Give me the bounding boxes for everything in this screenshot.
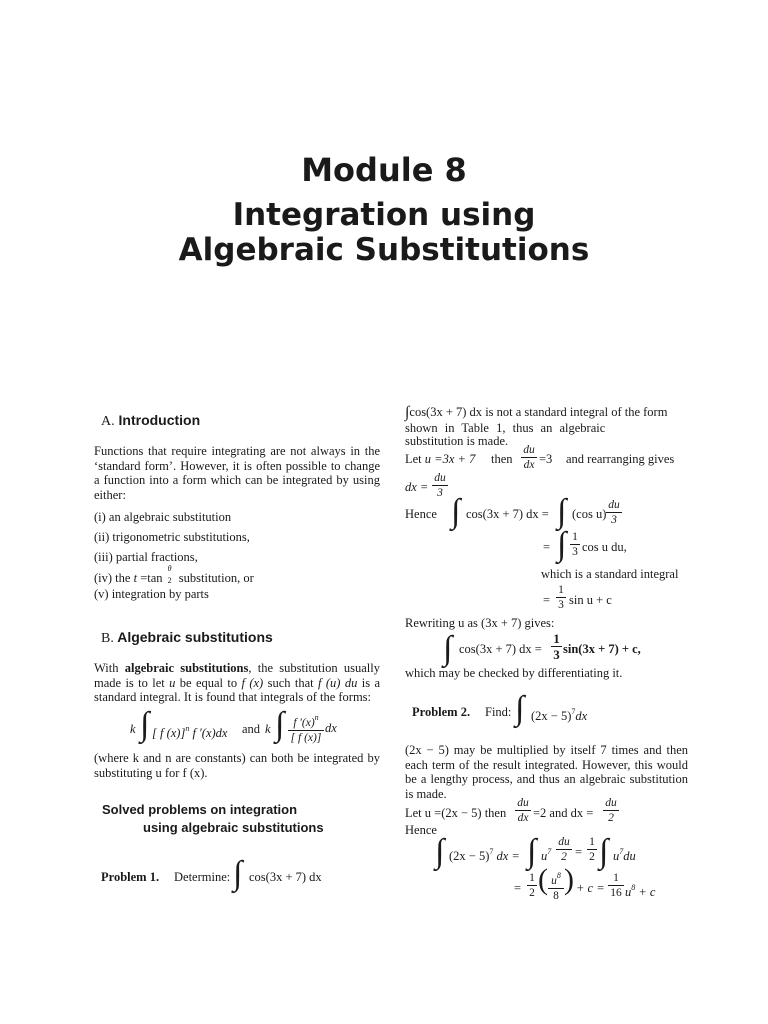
fraction-bar: [556, 597, 566, 598]
integrand1-tail: f ′(x)dx: [189, 726, 228, 740]
num: 1: [572, 531, 578, 543]
den: 3: [611, 514, 617, 526]
intro-paragraph: Functions that require integrating are not always in the ‘standard form’. However, it is often possible to change a function into a form which can be integrated by using either:: [94, 444, 380, 502]
right-intro-line1: [405, 405, 667, 419]
num: 1: [558, 584, 564, 596]
eq1-u2: u: [613, 849, 620, 863]
hence-lhs: cos(3x + 7) dx =: [466, 507, 549, 521]
integral-sign: ∫: [405, 404, 410, 421]
integral-sign: ∫: [233, 855, 243, 892]
fraction-bar: [432, 485, 448, 486]
item4-eq: =tan: [137, 571, 166, 585]
fraction-bar: [521, 457, 537, 458]
where-k-n-paragraph: (where k and n are constants) can both be integrated by substituting u for f (x).: [94, 751, 380, 780]
eq1-du: du: [623, 849, 636, 863]
formula-fraction: [288, 712, 324, 744]
num: du: [605, 797, 617, 809]
step2-fraction: [570, 531, 580, 558]
eq2-tail: + c: [638, 885, 656, 899]
integral-sign: ∫: [515, 690, 525, 727]
num-text: f ′(x): [293, 717, 315, 729]
eq1-u2pow: 7: [619, 847, 624, 856]
step3-fraction: [556, 584, 566, 611]
fraction-bar: [603, 810, 619, 811]
p1-bold: algebraic substitutions: [124, 661, 249, 675]
solved-problems-heading-line2: using algebraic substitutions: [143, 820, 324, 835]
num: du: [558, 836, 570, 848]
p1-fu: f (u): [318, 675, 341, 690]
module-number: Module 8: [301, 151, 467, 189]
problem-2-expression: [531, 705, 587, 723]
section-a-letter: A.: [101, 414, 115, 429]
integral-sign: ∫: [275, 706, 285, 743]
problem-2-label: Problem 2.: [412, 705, 471, 719]
fraction-bar: [606, 512, 622, 513]
fraction-bar: [288, 730, 324, 731]
intro-tail: is not a standard integral of the form: [482, 405, 668, 419]
num: du: [517, 797, 529, 809]
let2-fraction: [603, 797, 619, 824]
formula-integrand1: [152, 722, 227, 740]
problem-2-text: Find:: [485, 705, 512, 719]
hence-rhs: (cos u): [572, 507, 607, 521]
exponent-n: n: [185, 724, 190, 733]
den: 3: [572, 546, 578, 558]
fraction-bar: [608, 885, 624, 886]
let2-du-dx: [515, 797, 531, 824]
num-pow: 8: [556, 871, 561, 880]
fraction-bar: [587, 849, 597, 850]
eq2-one-sixteenth: [608, 872, 624, 899]
num-u: u: [551, 875, 557, 887]
let2-eq2: =2 and dx =: [533, 806, 594, 820]
item4-pre: (iv) the: [94, 571, 134, 585]
let-u-equals: u =3x + 7: [424, 452, 476, 466]
method-item-1: (i) an algebraic substitution: [94, 510, 232, 524]
let2-text: Let u =(2x − 5) then: [405, 806, 507, 820]
den: 3: [558, 599, 564, 611]
fraction-bar: [548, 888, 564, 889]
formula-and: and: [242, 722, 261, 736]
num-exponent: n: [314, 713, 319, 722]
integral-sign: ∫: [599, 833, 609, 870]
den: 2: [608, 812, 614, 824]
num: 1: [553, 631, 560, 646]
checked-text: which may be checked by differentiating it.: [405, 666, 623, 680]
theta-over-two: [166, 564, 176, 585]
eq2-half: [527, 872, 537, 899]
fraction-bar: [527, 885, 537, 886]
step3-tail: sin u + c: [569, 593, 612, 607]
fraction-numerator: [293, 712, 318, 729]
p2-dx: dx: [575, 709, 588, 723]
problem-1-expression: cos(3x + 7) dx: [249, 870, 322, 884]
eq2-upow: 8: [631, 883, 636, 892]
eq1-dx: dx =: [496, 849, 520, 863]
right-intro-line3: substitution is made.: [405, 434, 509, 448]
den: 16: [610, 887, 622, 899]
theta-symbol: θ: [167, 564, 172, 573]
fraction-bar: [570, 544, 580, 545]
eq1-equals: =: [575, 845, 583, 859]
right-paren: ): [564, 863, 574, 896]
p1-t1: With: [94, 661, 125, 675]
fraction-bar: [556, 849, 572, 850]
du-dx-equals-3: =3: [539, 452, 553, 466]
step2-equals: =: [543, 540, 551, 554]
eq1-base: (2x − 5): [449, 849, 490, 863]
integral-sign: ∫: [527, 833, 537, 870]
p1-t5: is a standard integral. It is found that integrals of the forms:: [94, 675, 381, 705]
integral-sign: ∫: [443, 630, 453, 667]
rewriting-text: Rewriting u as (3x + 7) gives:: [405, 616, 555, 630]
right-intro-line2: shown in Table 1, thus an algebraic: [405, 421, 606, 435]
left-paren: (: [538, 863, 548, 896]
method-item-5: (v) integration by parts: [94, 587, 209, 601]
item4-var: t: [133, 571, 138, 585]
integral-sign: ∫: [557, 493, 567, 530]
du-text: du: [523, 444, 535, 456]
eq1-du-over-2: [556, 836, 572, 863]
hence-fraction: [606, 499, 622, 526]
num: du: [608, 499, 620, 511]
fraction-denominator: [ f (x)]: [290, 732, 322, 744]
num: du: [434, 472, 446, 484]
p2-pow: 7: [571, 707, 576, 716]
eq1-half: [587, 836, 597, 863]
num: 1: [589, 836, 595, 848]
algebraic-substitution-paragraph: [94, 661, 380, 705]
section-b-letter: B.: [101, 631, 114, 646]
den: 2: [529, 887, 535, 899]
two-symbol: 2: [167, 576, 172, 585]
formula-k2: k: [265, 722, 271, 736]
item4-post: substitution, or: [175, 571, 254, 585]
method-item-4: [94, 564, 254, 585]
den: 3: [553, 647, 560, 662]
num: 1: [613, 872, 619, 884]
formula-dx: dx: [325, 721, 337, 735]
den: dx: [517, 812, 529, 824]
integral-sign: ∫: [557, 526, 567, 563]
result-tail: sin(3x + 7) + c,: [563, 642, 641, 656]
dx-text: dx: [523, 459, 535, 471]
den: 2: [589, 851, 595, 863]
eq2-u8-over-8: [548, 870, 564, 902]
num: [551, 870, 561, 887]
method-item-2: (ii) trigonometric substitutions,: [94, 530, 250, 544]
eq1-u7: [541, 845, 551, 863]
p1-du: du: [344, 675, 358, 690]
formula-k1: k: [130, 722, 136, 736]
problem-1-text: Determine:: [174, 870, 231, 884]
du-dx-fraction: [521, 444, 537, 471]
integral-sign: ∫: [435, 833, 445, 870]
p1-t4: such that: [263, 675, 319, 690]
p1-t3: be equal to: [175, 675, 242, 690]
result-lhs: cos(3x + 7) dx =: [459, 642, 542, 656]
eq1-u: u: [541, 849, 548, 863]
den: 8: [553, 890, 559, 902]
hence-label-2: Hence: [405, 823, 437, 837]
den: 2: [561, 851, 567, 863]
problem-2-paragraph: (2x − 5) may be multiplied by itself 7 times and then each term of the result integrated. However, this would be a lengthy process, and thus an algebraic substitution is made.: [405, 743, 688, 801]
eq1-upow: 7: [547, 847, 552, 856]
rearranging-text: and rearranging gives: [566, 452, 675, 466]
eq1-u7-du: [613, 845, 636, 863]
section-a-title: Introduction: [118, 412, 201, 428]
step3-equals: =: [543, 593, 551, 607]
let-then: then: [491, 452, 513, 466]
chapter-title-line1: Integration using: [232, 197, 536, 233]
dx-equals-fraction: [432, 472, 448, 499]
eq2-plus-c: + c =: [576, 881, 605, 895]
eq1-pow: 7: [489, 847, 494, 856]
num: 1: [529, 872, 535, 884]
p1-fx: f (x): [241, 675, 264, 690]
solved-problems-heading-line1: Solved problems on integration: [102, 802, 298, 817]
hence-label-1: Hence: [405, 507, 437, 521]
problem-1-label: Problem 1.: [101, 870, 160, 884]
fraction-bar: [515, 810, 531, 811]
dx-equals: dx =: [405, 480, 429, 494]
integrand1: [ f (x)]: [152, 726, 186, 740]
integral-sign: ∫: [140, 706, 150, 743]
integral-sign: ∫: [451, 493, 461, 530]
section-b-heading: [101, 629, 273, 647]
intro-expression: cos(3x + 7) dx: [409, 405, 483, 419]
method-item-3: (iii) partial fractions,: [94, 550, 198, 564]
eq2-u: u: [625, 885, 632, 899]
result-fraction: [551, 632, 562, 661]
let-u-statement: [405, 452, 475, 466]
eq2-equals: =: [514, 881, 522, 895]
p1-t2: , the substitution usually made is to let: [94, 661, 380, 690]
chapter-title-line2: Algebraic Substitutions: [178, 232, 590, 268]
step2-tail: cos u du,: [582, 540, 627, 554]
section-b-title: Algebraic substitutions: [117, 629, 273, 645]
p1-u: u: [169, 675, 176, 690]
section-a-heading: [101, 412, 200, 430]
standard-integral-note: which is a standard integral: [541, 567, 679, 581]
p2-expr: (2x − 5): [531, 709, 572, 723]
eq2-u8: [625, 881, 655, 899]
eq1-lhs: [449, 845, 520, 863]
let-label: Let: [405, 452, 425, 466]
den: 3: [437, 487, 443, 499]
